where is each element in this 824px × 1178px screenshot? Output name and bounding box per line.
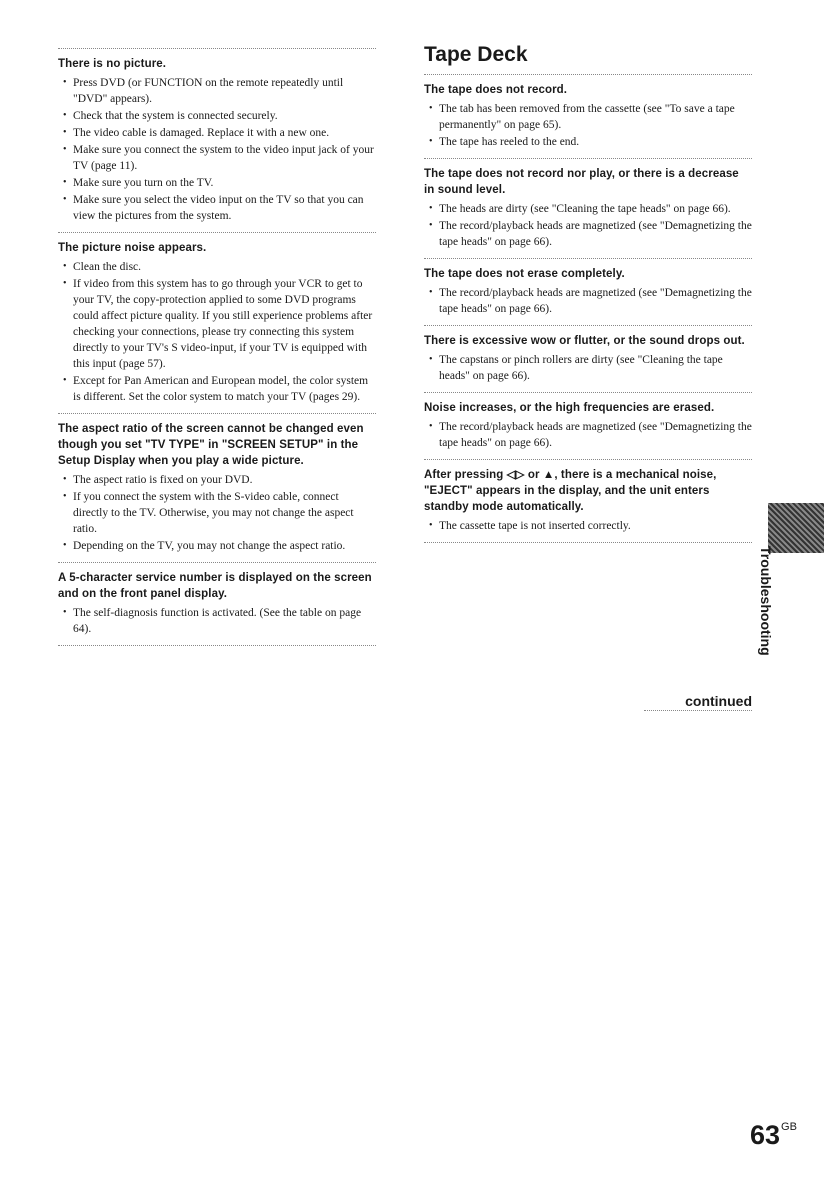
issue-section <box>424 74 752 159</box>
issue-section <box>424 393 752 460</box>
issue-section <box>58 414 376 563</box>
list-item: • Press DVD (or FUNCTION on the remote repeatedly until "DVD" appears). <box>58 75 376 107</box>
issue-list <box>424 518 752 534</box>
issue-heading: The aspect ratio of the screen cannot be changed even though you set "TV TYPE" in "SCREEN SETUP" in the Setup Display when you play a wide picture. <box>58 423 364 467</box>
section-tab-marker <box>768 503 824 553</box>
page-number <box>750 1120 797 1151</box>
list-item: • Make sure you connect the system to the video input jack of your TV (page 11). <box>58 142 376 174</box>
list-item: • Except for Pan American and European model, the color system is different. Set the color system to match your TV (pages 29). <box>58 373 376 405</box>
issue-list <box>58 75 376 224</box>
list-item: • The record/playback heads are magnetized (see "Demagnetizing the tape heads" on page 66). <box>424 285 752 317</box>
list-item: • If video from this system has to go through your VCR to get to your TV, the copy-protection applied to some DVD programs could affect picture quality. If you still experience problems after checking your connections, please try connecting this system directly to your TV's S video-input, if your TV is equipped with this input (page 57). <box>58 276 376 372</box>
left-column <box>58 48 376 646</box>
issue-section <box>424 159 752 259</box>
list-item: • The self-diagnosis function is activated. (See the table on page 64). <box>58 605 376 637</box>
list-item: • The record/playback heads are magnetized (see "Demagnetizing the tape heads" on page 66). <box>424 218 752 250</box>
list-item: • The aspect ratio is fixed on your DVD. <box>58 472 376 488</box>
issue-section <box>424 259 752 326</box>
list-item: • The cassette tape is not inserted correctly. <box>424 518 752 534</box>
issue-list <box>424 352 752 384</box>
issue-section <box>58 563 376 646</box>
page-number-value: 63 <box>750 1120 781 1150</box>
issue-list <box>424 201 752 250</box>
list-item: • The capstans or pinch rollers are dirty (see "Cleaning the tape heads" on page 66). <box>424 352 752 384</box>
issue-heading: The picture noise appears. <box>58 242 207 254</box>
issue-heading: There is excessive wow or flutter, or the sound drops out. <box>424 335 745 347</box>
issue-heading: The tape does not record nor play, or there is a decrease in sound level. <box>424 168 739 196</box>
list-item: • The tape has reeled to the end. <box>424 134 752 150</box>
list-item: • If you connect the system with the S-video cable, connect directly to the TV. Otherwise, you may not change the aspect ratio. <box>58 489 376 537</box>
list-item: • Depending on the TV, you may not change the aspect ratio. <box>58 538 376 554</box>
issue-heading: A 5-character service number is displayed on the screen and on the front panel display. <box>58 572 372 600</box>
issue-heading: Noise increases, or the high frequencies are erased. <box>424 402 715 414</box>
issue-list <box>424 101 752 150</box>
page-number-suffix: GB <box>781 1121 797 1133</box>
issue-section <box>58 48 376 233</box>
issue-list <box>58 472 376 554</box>
issue-section <box>58 233 376 414</box>
list-item: • The tab has been removed from the cassette (see "To save a tape permanently" on page 65). <box>424 101 752 133</box>
list-item: • Clean the disc. <box>58 259 376 275</box>
list-item: • The record/playback heads are magnetized (see "Demagnetizing the tape heads" on page 66). <box>424 419 752 451</box>
side-tab-label: Troubleshooting <box>758 546 774 656</box>
issue-section <box>424 326 752 393</box>
section-title: Tape Deck <box>424 43 528 66</box>
list-item: • The heads are dirty (see "Cleaning the tape heads" on page 66). <box>424 201 752 217</box>
right-column <box>424 43 752 543</box>
issue-heading: The tape does not erase completely. <box>424 268 625 280</box>
issue-list <box>424 285 752 317</box>
issue-heading: The tape does not record. <box>424 84 568 96</box>
list-item: • The video cable is damaged. Replace it with a new one. <box>58 125 376 141</box>
issue-list <box>424 419 752 451</box>
issue-section <box>424 460 752 543</box>
list-item: • Check that the system is connected securely. <box>58 108 376 124</box>
list-item: • Make sure you select the video input on the TV so that you can view the pictures from the system. <box>58 192 376 224</box>
issue-heading: After pressing ◁▷ or ▲, there is a mechanical noise, "EJECT" appears in the display, and the unit enters standby mode automatically. <box>424 469 717 513</box>
issue-list <box>58 259 376 405</box>
issue-list <box>58 605 376 637</box>
list-item: • Make sure you turn on the TV. <box>58 175 376 191</box>
issue-heading: There is no picture. <box>58 58 167 70</box>
continued-label: continued <box>644 693 752 711</box>
